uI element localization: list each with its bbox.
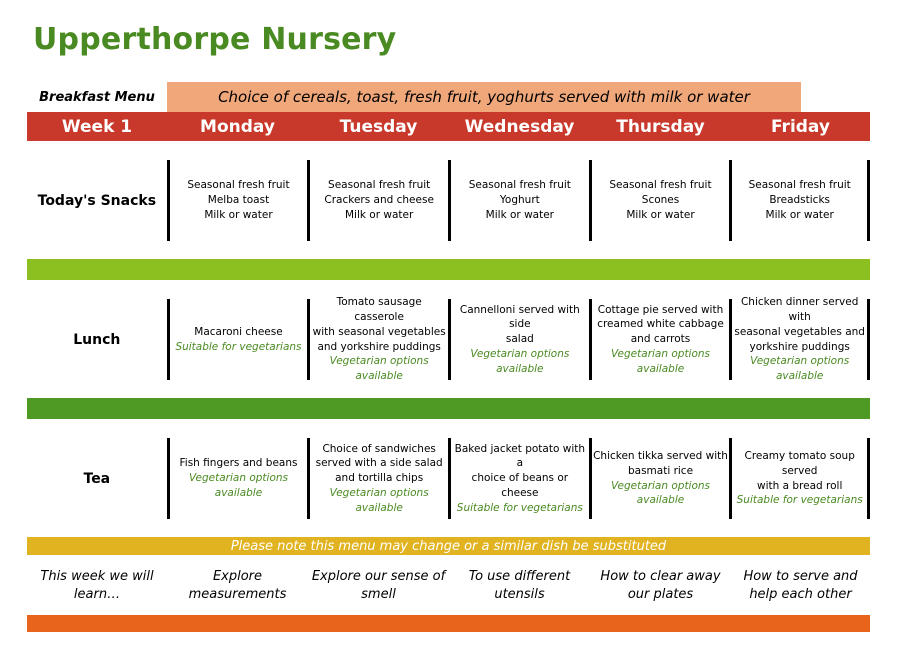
dish-text: Breadsticks	[769, 194, 831, 207]
tea-label: Tea	[83, 470, 111, 487]
menu-cell	[307, 296, 448, 382]
day-friday: Friday	[771, 116, 830, 137]
menu-cell	[589, 299, 730, 380]
menu-cell	[729, 160, 870, 241]
dish-text: and yorkshire puddings	[317, 340, 441, 353]
learning-item: How to serve and help each other	[743, 569, 858, 602]
dish-text: Choice of sandwiches	[322, 442, 436, 455]
learning-item: To use different utensils	[468, 569, 571, 602]
menu-change-notice: Please note this menu may change or a similar dish be substituted	[27, 537, 870, 555]
menu-cell	[167, 438, 308, 519]
learning-label: This week we will learn…	[40, 569, 154, 602]
learning-item: Explore our sense of smell	[311, 569, 446, 602]
dish-text: with seasonal vegetables	[312, 325, 446, 338]
vegetarian-note: Vegetarian options available	[610, 479, 711, 507]
menu-cell	[729, 296, 870, 382]
dish-text: Fish fingers and beans	[179, 457, 298, 470]
week-label: Week 1	[61, 116, 133, 137]
menu-cell	[448, 299, 589, 380]
dish-text: Seasonal fresh fruit	[468, 179, 571, 192]
menu-cell	[729, 438, 870, 519]
vegetarian-note: Vegetarian options available	[750, 355, 850, 382]
dish-text: Seasonal fresh fruit	[187, 179, 290, 192]
vegetarian-note: Suitable for vegetarians	[736, 494, 863, 507]
dish-text: Melba toast	[207, 194, 270, 207]
dish-text: served with a side salad	[315, 457, 443, 470]
menu-cell	[167, 299, 308, 380]
dish-text: Chicken dinner served with	[740, 296, 859, 324]
dish-text: Tomato sausage casserole	[336, 296, 422, 324]
dish-text: yorkshire puddings	[749, 340, 850, 353]
dish-text: choice of beans or cheese	[471, 472, 569, 499]
dish-text: and carrots	[630, 333, 691, 346]
vegetarian-note: Vegetarian options available	[329, 486, 429, 514]
dish-text: Milk or water	[345, 208, 414, 221]
lunch-row	[27, 296, 870, 382]
menu-cell	[448, 160, 589, 241]
dish-text: Creamy tomato soup served	[744, 450, 855, 477]
page-title: Upperthorpe Nursery	[33, 22, 397, 57]
dish-text: Cottage pie served with	[597, 303, 724, 316]
day-thursday: Thursday	[616, 116, 705, 137]
dish-text: Seasonal fresh fruit Scones	[609, 179, 712, 207]
lunch-label: Lunch	[73, 331, 121, 348]
vegetarian-note: Vegetarian options available	[329, 355, 429, 382]
learning-item: How to clear away our plates	[600, 569, 721, 602]
dish-text: creamed white cabbage	[597, 318, 724, 331]
vegetarian-note: Vegetarian options available	[470, 347, 570, 375]
dish-text: Chicken tikka served with	[593, 450, 728, 463]
dish-text: Seasonal fresh fruit	[748, 179, 851, 192]
vegetarian-note: Vegetarian options available	[610, 347, 711, 375]
learning-item: Explore measurements	[188, 569, 287, 602]
week-header	[27, 112, 870, 141]
dish-text: Cannelloni served with side	[459, 303, 580, 331]
divider-band	[27, 398, 870, 419]
vegetarian-note: Suitable for vegetarians	[175, 340, 302, 353]
menu-cell	[589, 438, 730, 519]
day-monday: Monday	[200, 116, 275, 137]
tea-row	[27, 438, 870, 519]
menu-cell	[307, 438, 448, 519]
menu-cell	[167, 160, 308, 241]
dish-text: salad	[505, 333, 534, 346]
dish-text: Milk or water	[485, 208, 554, 221]
menu-cell	[448, 438, 589, 519]
menu-cell	[307, 160, 448, 241]
day-tuesday: Tuesday	[339, 116, 418, 137]
dish-text: Milk or water	[626, 208, 695, 221]
dish-text: with a bread roll	[756, 479, 843, 492]
breakfast-description: Choice of cereals, toast, fresh fruit, yoghurts served with milk or water	[167, 82, 801, 112]
dish-text: Baked jacket potato with a	[454, 442, 586, 470]
learning-row	[27, 566, 870, 606]
dish-text: Seasonal fresh fruit	[328, 179, 431, 192]
dish-text: seasonal vegetables and	[734, 325, 865, 338]
snacks-row	[27, 160, 870, 241]
dish-text: Milk or water	[765, 208, 834, 221]
vegetarian-note: Suitable for vegetarians	[456, 501, 583, 514]
vegetarian-note: Vegetarian options available	[188, 472, 289, 499]
dish-text: Milk or water	[204, 208, 273, 221]
footer-band	[27, 615, 870, 632]
breakfast-label: Breakfast Menu	[39, 89, 155, 105]
dish-text: and tortilla chips	[335, 472, 424, 485]
snacks-label: Today's Snacks	[37, 192, 157, 209]
divider-band	[27, 259, 870, 280]
dish-text: Macaroni cheese	[194, 325, 283, 338]
menu-cell	[589, 160, 730, 241]
dish-text: Yoghurt	[499, 194, 540, 207]
dish-text: Crackers and cheese	[324, 194, 434, 207]
day-wednesday: Wednesday	[464, 116, 575, 137]
dish-text: basmati rice	[627, 464, 694, 477]
